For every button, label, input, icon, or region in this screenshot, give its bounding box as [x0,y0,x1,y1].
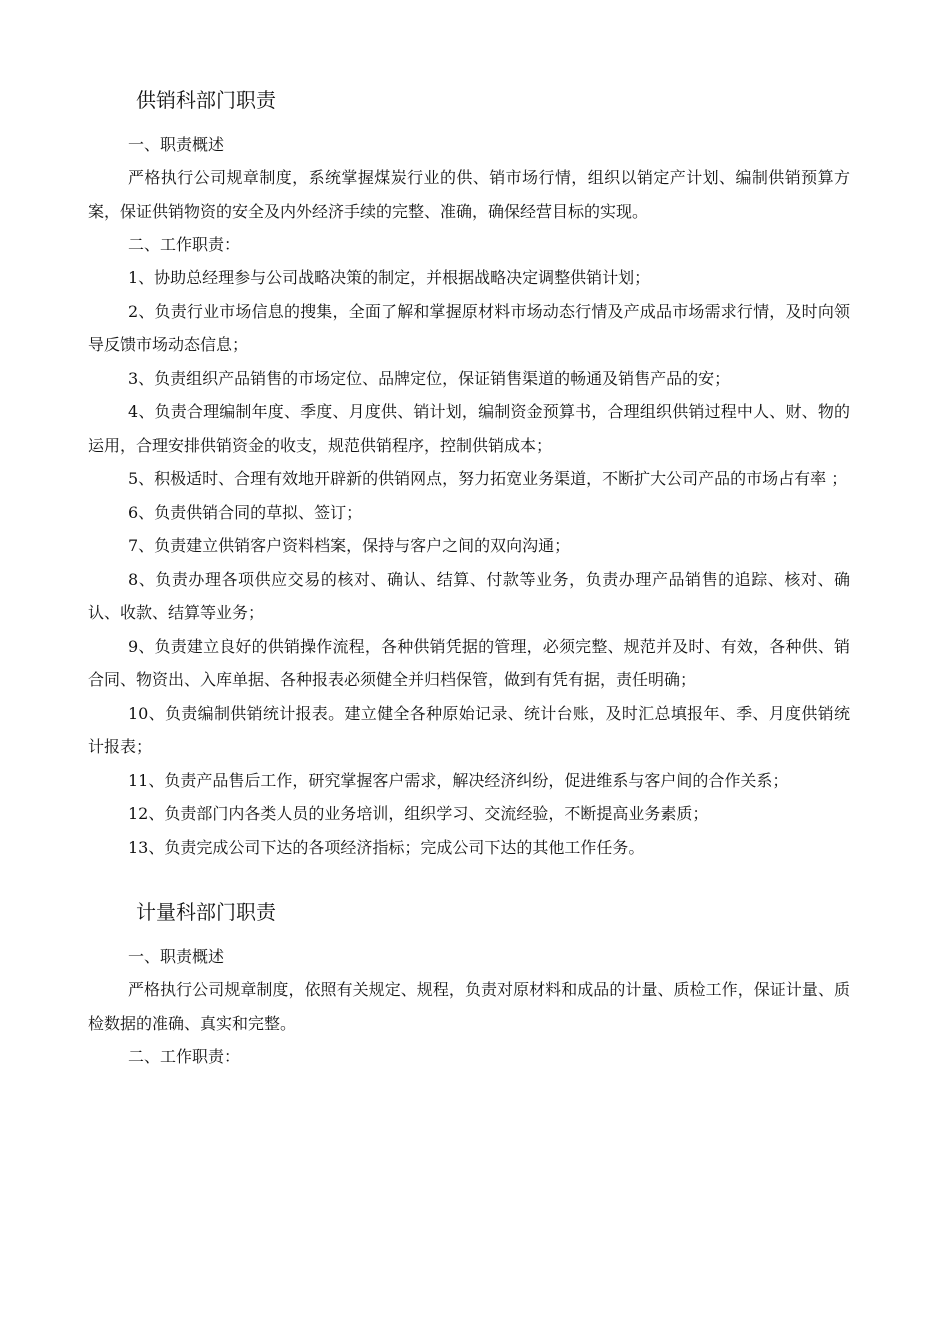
department-title: 计量科部门职责 [136,900,276,924]
department-metering [88,896,850,1073]
duty-item: 5、积极适时、合理有效地开辟新的供销网点，努力拓宽业务渠道，不断扩大公司产品的市场占有率 ； [128,469,848,488]
duty-item: 7、负责建立供销客户资料档案，保持与客户之间的双向沟通； [128,536,571,555]
overview-heading: 一、职责概述 [128,135,225,154]
duties-heading: 二、工作职责： [128,235,241,254]
duty-item: 11、负责产品售后工作，研究掌握客户需求，解决经济纠纷，促进维系与客户间的合作关系； [128,770,789,790]
duty-item: 12、负责部门内各类人员的业务培训，组织学习、交流经验，不断提高业务素质； [128,804,709,823]
document-body [88,84,850,1073]
duty-item: 8、负责办理各项供应交易的核对、确认、结算、付款等业务，负责办理产品销售的追踪、核对、确认、收款、结算等业务； [88,569,850,622]
duty-item: 13、负责完成公司下达的各项经济指标；完成公司下达的其他工作任务。 [128,837,645,857]
duty-item: 1、协助总经理参与公司战略决策的制定，并根据战略决定调整供销计划； [128,268,651,287]
overview-text: 严格执行公司规章制度，依照有关规定、规程，负责对原材料和成品的计量、质检工作，保证计量、质检数据的准确、真实和完整。 [88,980,850,1033]
duty-item: 6、负责供销合同的草拟、签订； [128,502,363,522]
duty-item: 9、负责建立良好的供销操作流程，各种供销凭据的管理，必须完整、规范并及时、有效，各种供、销合同、物资出、入库单据、各种报表必须健全并归档保管，做到有凭有据，责任明确； [88,636,850,689]
department-supply-sales [88,84,850,864]
overview-heading: 一、职责概述 [128,947,225,966]
duty-item: 2、负责行业市场信息的搜集，全面了解和掌握原材料市场动态行情及产成品市场需求行情，及时向领导反馈市场动态信息； [88,301,850,354]
overview-text: 严格执行公司规章制度，系统掌握煤炭行业的供、销市场行情，组织以销定产计划、编制供销预算方案，保证供销物资的安全及内外经济手续的完整、准确，确保经营目标的实现。 [88,168,850,221]
duty-item: 3、负责组织产品销售的市场定位、品牌定位，保证销售渠道的畅通及销售产品的安； [128,368,731,388]
duty-item: 4、负责合理编制年度、季度、月度供、销计划，编制资金预算书，合理组织供销过程中人、财、物的运用，合理安排供销资金的收支，规范供销程序，控制供销成本； [88,402,850,455]
duties-heading: 二、工作职责： [128,1047,241,1066]
department-title: 供销科部门职责 [136,88,276,112]
duty-item: 10、负责编制供销统计报表。建立健全各种原始记录、统计台账，及时汇总填报年、季、月度供销统计报表； [88,703,850,756]
